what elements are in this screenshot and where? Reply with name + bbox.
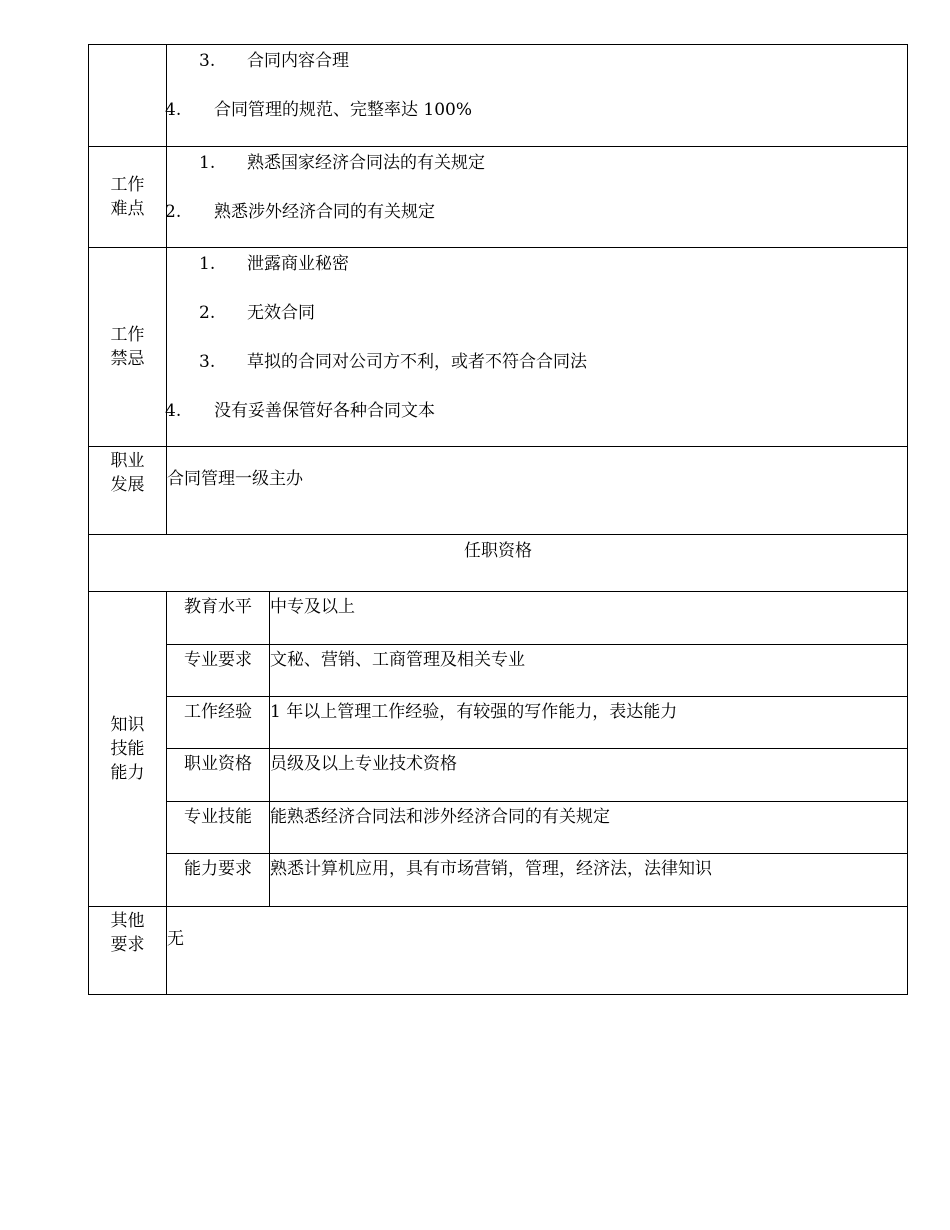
item-number: 3.: [199, 51, 216, 71]
other-content: [167, 907, 908, 995]
qualification-value: 员级及以上专业技术资格: [270, 754, 457, 774]
qualification-value: 中专及以上: [270, 597, 355, 617]
label-line: 禁忌: [110, 349, 145, 369]
list-item: [167, 248, 907, 297]
difficulties-label: [89, 147, 167, 248]
item-text: 合同内容合理: [247, 51, 349, 71]
item-text: 无效合同: [247, 303, 315, 323]
label-line: 职业: [110, 451, 145, 471]
taboos-row: [89, 248, 908, 447]
label-line: 知识: [110, 715, 145, 735]
qualification-row: [89, 749, 908, 802]
difficulties-row: [89, 147, 908, 248]
standards-content: [167, 45, 908, 147]
difficulties-content: [167, 147, 908, 248]
qualification-value-cell: [270, 854, 908, 907]
qualification-value-cell: [270, 592, 908, 645]
item-number: 4.: [165, 401, 182, 421]
label-line: 其他: [110, 911, 145, 931]
section-title: 任职资格: [89, 535, 908, 592]
job-description-table: [88, 44, 908, 995]
qualification-row: [89, 697, 908, 749]
item-number: 3.: [199, 352, 216, 372]
standards-label-cell: [89, 45, 167, 147]
label-line: 要求: [110, 935, 145, 955]
list-item: [167, 395, 907, 444]
item-text: 合同管理的规范、完整率达 100%: [214, 100, 473, 120]
qualification-value-cell: [270, 697, 908, 749]
qualification-value-cell: [270, 645, 908, 697]
qualification-row: [89, 592, 908, 645]
item-number: 1.: [199, 254, 216, 274]
career-content: [167, 447, 908, 535]
qualification-value-cell: [270, 749, 908, 802]
career-row: [89, 447, 908, 535]
label-line: 工作: [110, 325, 145, 345]
list-item: [167, 196, 907, 245]
career-label: [89, 447, 167, 535]
item-text: 熟悉国家经济合同法的有关规定: [247, 153, 485, 173]
other-text: 无: [167, 929, 184, 949]
label-line: 工作: [110, 175, 145, 195]
item-number: 1.: [199, 153, 216, 173]
label-line: 能力: [110, 763, 145, 783]
list-item: [167, 346, 907, 395]
qualification-label: 专业技能: [167, 802, 270, 854]
qualification-row: [89, 645, 908, 697]
taboos-content: [167, 248, 908, 447]
list-item: [167, 45, 907, 94]
qualification-row: [89, 802, 908, 854]
qualifications-title-row: [89, 535, 908, 592]
item-number: 2.: [165, 202, 182, 222]
item-text: 没有妥善保管好各种合同文本: [214, 401, 435, 421]
list-item: [167, 297, 907, 346]
qualification-value: 文秘、营销、工商管理及相关专业: [270, 650, 525, 670]
qualification-value: 1 年以上管理工作经验，有较强的写作能力，表达能力: [270, 702, 678, 722]
career-text: 合同管理一级主办: [167, 469, 303, 489]
standards-row: [89, 45, 908, 147]
label-line: 发展: [110, 475, 145, 495]
qualification-label: 能力要求: [167, 854, 270, 907]
other-row: [89, 907, 908, 995]
qualification-value-cell: [270, 802, 908, 854]
qualification-value: 能熟悉经济合同法和涉外经济合同的有关规定: [270, 807, 610, 827]
item-number: 2.: [199, 303, 216, 323]
qualification-label: 工作经验: [167, 697, 270, 749]
other-label: [89, 907, 167, 995]
qualification-label: 专业要求: [167, 645, 270, 697]
list-item: [167, 147, 907, 196]
item-number: 4.: [165, 100, 182, 120]
item-text: 泄露商业秘密: [247, 254, 349, 274]
item-text: 熟悉涉外经济合同的有关规定: [214, 202, 435, 222]
label-line: 难点: [110, 199, 145, 219]
qualification-label: 教育水平: [167, 592, 270, 645]
taboos-label: [89, 248, 167, 447]
qualification-value: 熟悉计算机应用，具有市场营销，管理，经济法，法律知识: [270, 859, 712, 879]
label-line: 技能: [110, 739, 145, 759]
qualification-label: 职业资格: [167, 749, 270, 802]
qualification-row: [89, 854, 908, 907]
item-text: 草拟的合同对公司方不利，或者不符合合同法: [247, 352, 587, 372]
knowledge-skills-label: [89, 592, 167, 907]
list-item: [167, 94, 907, 143]
